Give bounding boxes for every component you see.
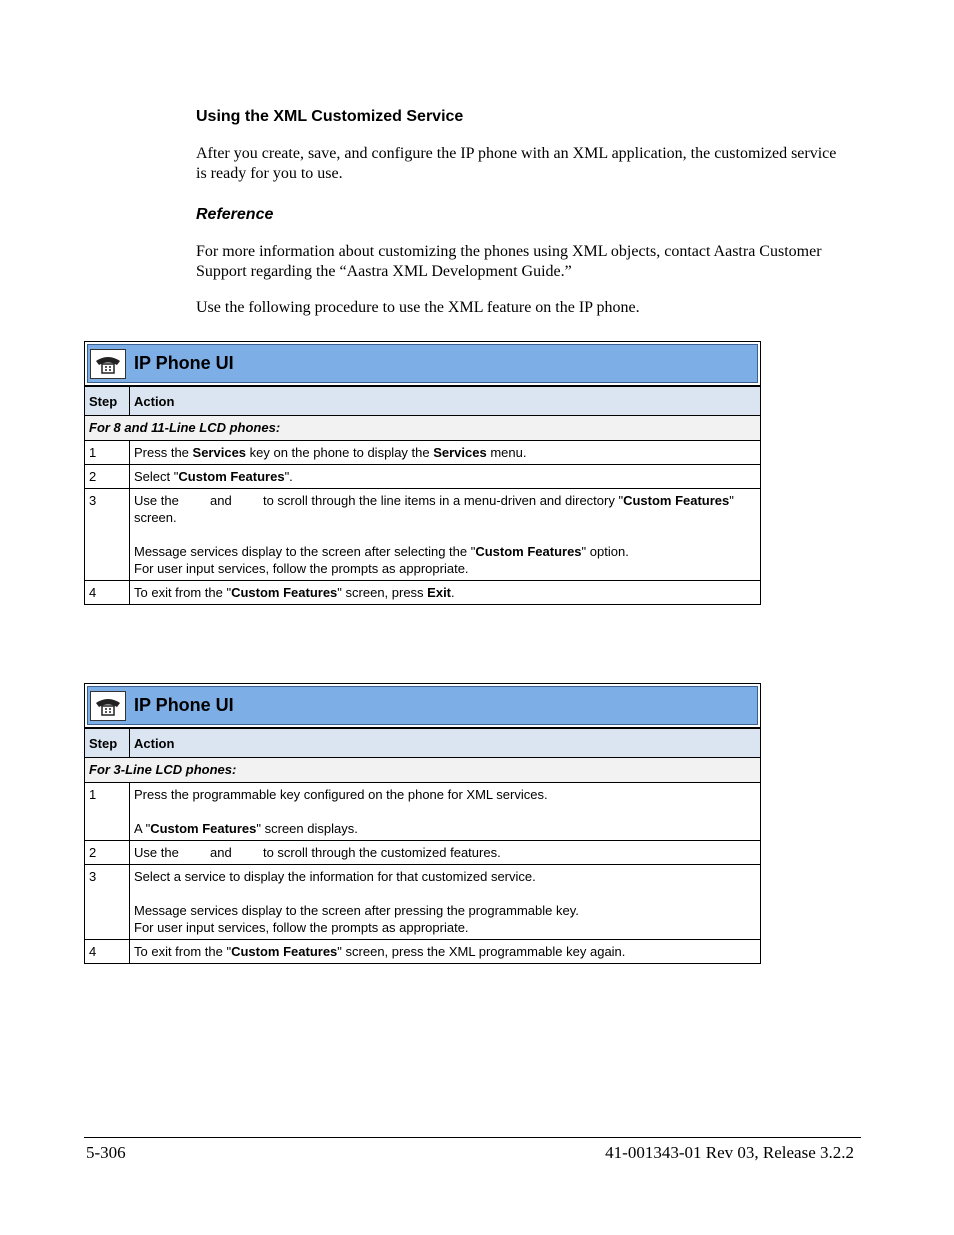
- step-action: To exit from the "Custom Features" screen, press Exit.: [130, 581, 761, 605]
- table-section-label: For 8 and 11-Line LCD phones:: [85, 416, 761, 441]
- step-action: Select a service to display the information for that customized service. Message services display to the screen after pressing the programmable key. For user input services, follow the prompts as appropriate.: [130, 865, 761, 940]
- step-number: 4: [85, 581, 130, 605]
- intro-paragraph: After you create, save, and configure the IP phone with an XML application, the customized service is ready for you to use.: [196, 145, 837, 182]
- table-title: IP Phone UI: [134, 695, 234, 715]
- procedure-table-3-line: [84, 683, 761, 964]
- table-row: [85, 865, 761, 940]
- table-row: [85, 841, 761, 865]
- table-title: IP Phone UI: [134, 353, 234, 373]
- document-id: 41-001343-01 Rev 03, Release 3.2.2: [605, 1143, 854, 1162]
- table-header-banner: [84, 341, 761, 386]
- table-header-banner: [84, 683, 761, 728]
- table-row: [85, 489, 761, 581]
- table-row: [85, 940, 761, 964]
- column-header-step: Step: [85, 387, 130, 416]
- step-number: 3: [85, 489, 130, 581]
- step-number: 4: [85, 940, 130, 964]
- reference-heading: Reference: [196, 206, 274, 223]
- step-number: 1: [85, 441, 130, 465]
- phone-icon: [90, 691, 126, 721]
- step-number: 1: [85, 783, 130, 841]
- step-action: Press the Services key on the phone to display the Services menu.: [130, 441, 761, 465]
- step-action: Select "Custom Features".: [130, 465, 761, 489]
- table-row: [85, 783, 761, 841]
- step-number: 2: [85, 465, 130, 489]
- column-header-action: Action: [130, 387, 761, 416]
- table-section-label: For 3-Line LCD phones:: [85, 758, 761, 783]
- phone-icon: [90, 349, 126, 379]
- table-row: [85, 581, 761, 605]
- step-action: Use the and to scroll through the line items in a menu-driven and directory "Custom Features" screen. Message services display to the screen after selecting the "Custom Features" option. For user input services, follow the prompts as appropriate.: [130, 489, 761, 581]
- step-action: Use the and to scroll through the customized features.: [130, 841, 761, 865]
- reference-paragraph: For more information about customizing the phones using XML objects, contact Aastra Customer Support regarding the “Aastra XML Development Guide.”: [196, 243, 822, 280]
- footer-divider: [84, 1137, 861, 1138]
- column-header-step: Step: [85, 729, 130, 758]
- procedure-table-8-11-line: [84, 341, 761, 605]
- page-number: 5-306: [86, 1143, 126, 1162]
- step-number: 3: [85, 865, 130, 940]
- column-header-action: Action: [130, 729, 761, 758]
- table-row: [85, 441, 761, 465]
- section-heading: Using the XML Customized Service: [196, 108, 464, 125]
- step-number: 2: [85, 841, 130, 865]
- step-action: Press the programmable key configured on the phone for XML services. A "Custom Features" screen displays.: [130, 783, 761, 841]
- step-action: To exit from the "Custom Features" screen, press the XML programmable key again.: [130, 940, 761, 964]
- procedure-paragraph: Use the following procedure to use the XML feature on the IP phone.: [196, 299, 640, 316]
- table-row: [85, 465, 761, 489]
